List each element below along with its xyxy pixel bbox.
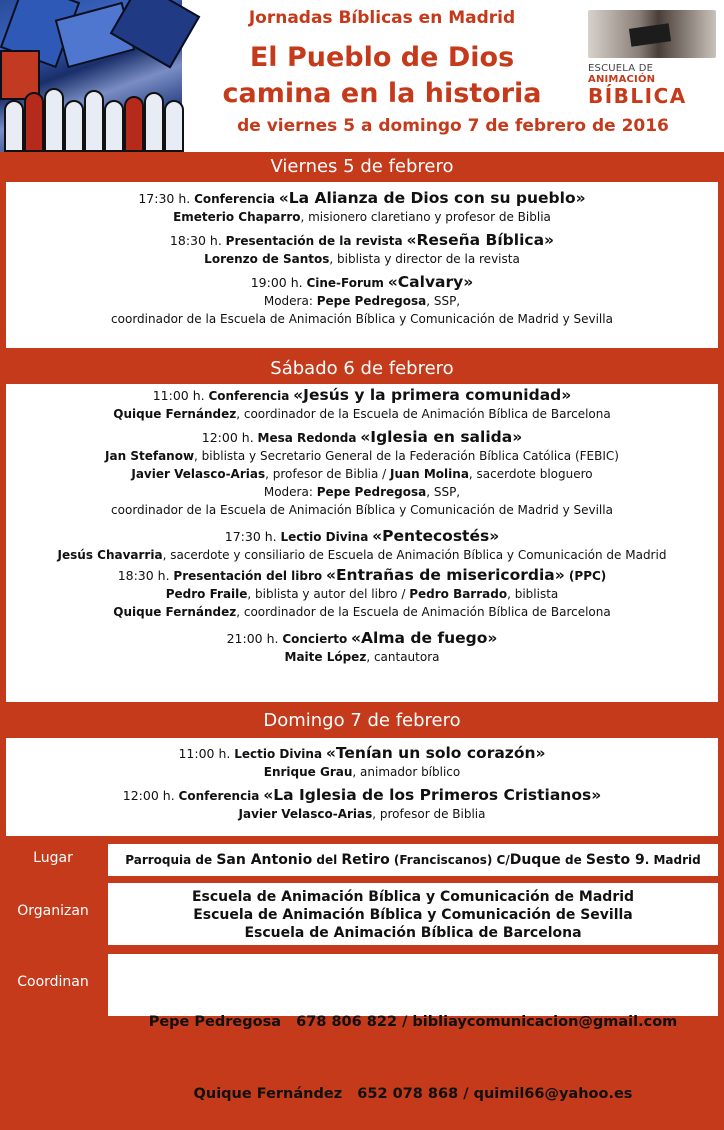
event-saturday-2: 12:00 h. Mesa Redonda «Iglesia en salida» Jan Stefanow, biblista y Secretario General de la Federación Bíblica Católica (FEBIC) Javier Velasco-Arias, profesor de Biblia / Juan Molina, sacerdote bloguero Modera: Pepe Pedregosa, SSP, coordinador de la Escuela de Animación Bíblica y Comunicación de Madrid y Sevilla [105, 428, 619, 517]
event-saturday-4: 18:30 h. Presentación del libro «Entrañas de misericordia» (PPC) Pedro Fraile, biblista y autor del libro / Pedro Barrado, biblista Quique Fernández, coordinador de la Escuela de Animación Bíblica de Barcelona [113, 566, 611, 619]
event-title-line2: camina en la historia [222, 78, 542, 109]
stained-glass-image [0, 0, 182, 152]
organizer-barcelona: Escuela de Animación Bíblica de Barcelona [244, 925, 582, 941]
contact-quique: Quique Fernández 652 078 868 / quimil66@yahoo.es [193, 1086, 633, 1102]
saturday-panel [6, 384, 718, 702]
day-heading-friday: Viernes 5 de febrero [0, 152, 724, 182]
day-heading-saturday: Sábado 6 de febrero [0, 354, 724, 384]
organizan-label: Organizan [17, 903, 89, 919]
coordinan-contacts [108, 954, 718, 1102]
logo-escuela-text: ESCUELA DE ANIMACIÓN [588, 63, 656, 85]
day-heading-sunday: Domingo 7 de febrero [0, 706, 724, 736]
escuela-logo [588, 10, 716, 108]
event-friday-1: 17:30 h. Conferencia «La Alianza de Dios con su pueblo» Emeterio Chaparro, misionero claretiano y profesor de Biblia [138, 189, 586, 224]
coordinan-label: Coordinan [17, 974, 89, 990]
organizer-madrid: Escuela de Animación Bíblica y Comunicación de Madrid [191, 889, 635, 905]
contact-pepe: Pepe Pedregosa 678 806 822 / bibliaycomunicacion@gmail.com [148, 1014, 678, 1030]
event-sunday-1: 11:00 h. Lectio Divina «Tenían un solo corazón» Enrique Grau, animador bíblico [178, 744, 546, 779]
header [0, 0, 724, 152]
event-dates: de viernes 5 a domingo 7 de febrero de 2016 [237, 116, 669, 136]
event-sunday-2: 12:00 h. Conferencia «La Iglesia de los Primeros Cristianos» Javier Velasco-Arias, profesor de Biblia [122, 786, 602, 821]
hands-book-photo [588, 10, 716, 58]
event-saturday-1: 11:00 h. Conferencia «Jesús y la primera comunidad» Quique Fernández, coordinador de la Escuela de Animación Bíblica de Barcelona [113, 386, 611, 421]
logo-biblica-text: BÍBLICA [588, 84, 687, 108]
event-title [182, 40, 582, 112]
event-saturday-5: 21:00 h. Concierto «Alma de fuego» Maite López, cantautora [226, 629, 498, 664]
friday-panel [6, 182, 718, 348]
event-title-line1: El Pueblo de Dios [249, 42, 515, 73]
organizer-sevilla: Escuela de Animación Bíblica y Comunicación de Sevilla [193, 907, 633, 923]
lugar-address: Parroquia de San Antonio del Retiro (Franciscanos) C/Duque de Sesto 9. Madrid [108, 844, 718, 876]
sunday-panel [6, 738, 718, 836]
event-friday-2: 18:30 h. Presentación de la revista «Reseña Bíblica» Lorenzo de Santos, biblista y director de la revista [169, 231, 555, 266]
event-saturday-3: 17:30 h. Lectio Divina «Pentecostés» Jesús Chavarria, sacerdote y consiliario de Escuela de Animación Bíblica y Comunicación de Madrid [57, 527, 667, 562]
event-friday-3: 19:00 h. Cine-Forum «Calvary» Modera: Pepe Pedregosa, SSP, coordinador de la Escuela de Animación Bíblica y Comunicación de Madrid y Sevilla [111, 273, 613, 326]
organizan-list [108, 883, 718, 945]
lugar-label: Lugar [33, 850, 73, 866]
event-series-title: Jornadas Bíblicas en Madrid [248, 8, 516, 28]
